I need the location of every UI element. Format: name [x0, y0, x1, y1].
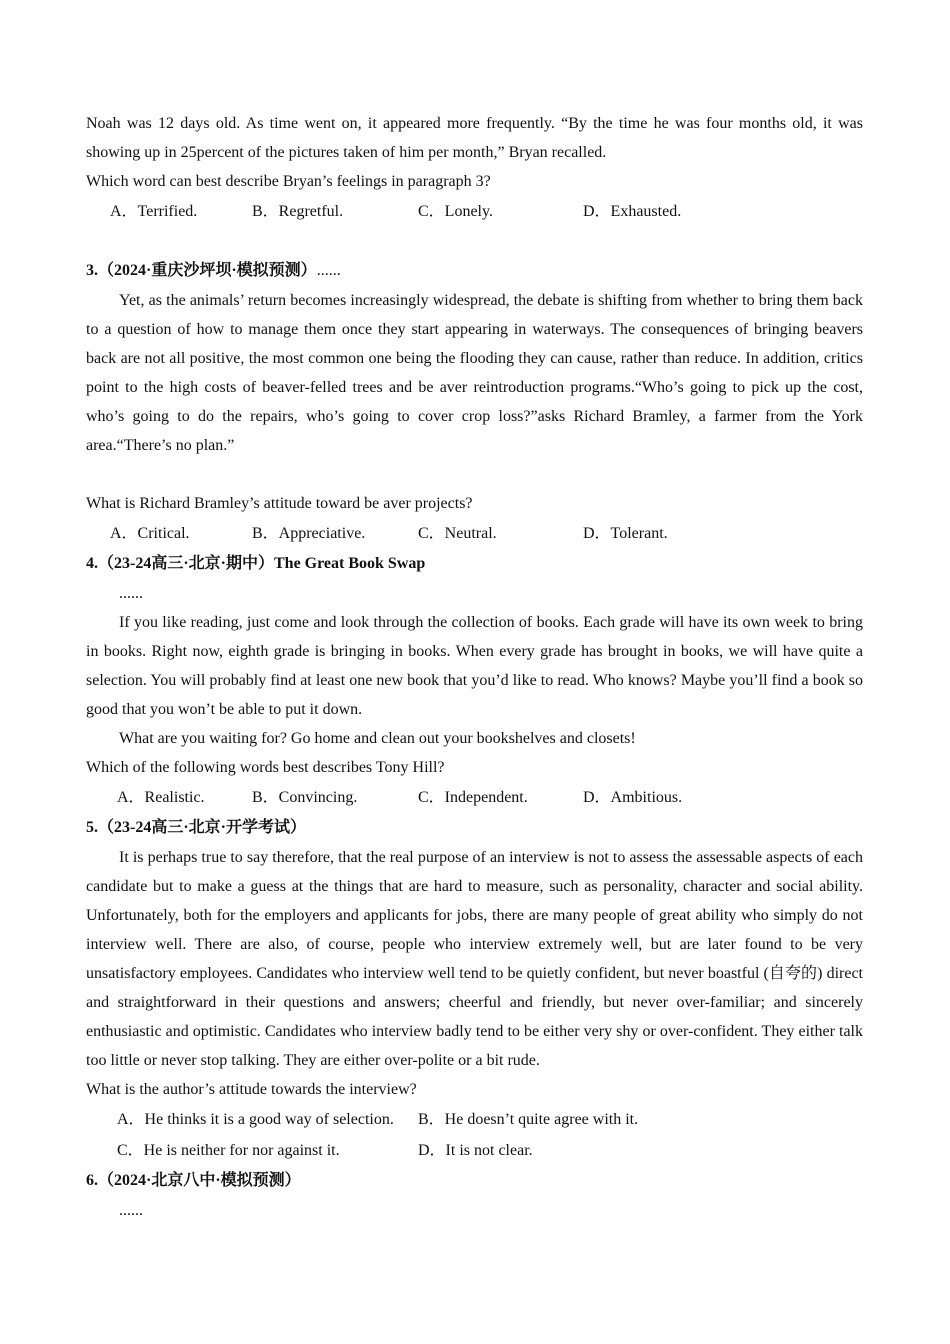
q5-option-b: B．He doesn’t quite agree with it.	[418, 1111, 639, 1128]
q4-passage-2: What are you waiting for? Go home and clean out your bookshelves and closets!	[119, 730, 636, 747]
q5-question: What is the author’s attitude towards the interview?	[86, 1081, 417, 1098]
q4-heading: 4.（23-24高三·北京·期中）The Great Book Swap	[86, 555, 426, 572]
q4-ellipsis: ......	[119, 585, 143, 602]
q4-question: Which of the following words best describes Tony Hill?	[86, 759, 445, 776]
q2-question: Which word can best describe Bryan’s feelings in paragraph 3?	[86, 173, 491, 190]
q2-option-c: C．Lonely.	[418, 203, 493, 220]
q2-passage: Noah was 12 days old. As time went on, it appeared more frequently. “By the time he was four months old, it was showing up in 25percent of the pictures taken of him per month,” Bryan recalled.	[86, 115, 863, 161]
q4-option-c: C．Independent.	[418, 789, 528, 806]
q4-option-b: B．Convincing.	[252, 789, 358, 806]
q2-options	[86, 196, 863, 227]
q5-passage: It is perhaps true to say therefore, that the real purpose of an interview is not to assess the assessable aspects of each candidate but to make a guess at the things that are hard to measure, such as personality, character and social ability. Unfortunately, both for the employers and applicants for jobs, there are many people of great ability who simply do not interview well. There are also, of course, people who interview extremely well, but are later found to be very unsatisfactory employees. Candidates who interview well tend to be quietly confident, but never boastful (自夸的) direct and straightforward in their questions and answers; cheerful and friendly, but never over-familiar; and sincerely enthusiastic and optimistic. Candidates who interview badly tend to be either very shy or over-confident. They either talk too little or never stop talking. They are either over-polite or a bit rude.	[86, 849, 863, 1069]
q2-option-b: B．Regretful.	[252, 203, 344, 220]
q3-option-d: D．Tolerant.	[583, 525, 668, 542]
q3-option-c: C．Neutral.	[418, 525, 497, 542]
q3-heading	[86, 256, 863, 286]
q4-passage-1: If you like reading, just come and look through the collection of books. Each grade will have its own week to bring in books. Right now, eighth grade is bringing in books. When every grade has brought in books, we will have quite a selection. You will probably find at least one new book that you’d like to read. Who knows? Maybe you’ll find a book so good that you won’t be able to put it down.	[86, 614, 863, 718]
q5-option-a: A．He thinks it is a good way of selection.	[117, 1111, 394, 1128]
q5-option-d: D．It is not clear.	[418, 1142, 533, 1159]
q5-heading: 5.（23-24高三·北京·开学考试）	[86, 819, 307, 836]
spacer	[86, 460, 863, 489]
q3-question: What is Richard Bramley’s attitude toward be aver projects?	[86, 495, 473, 512]
q6-ellipsis: ......	[119, 1202, 143, 1219]
q4-option-a: A．Realistic.	[117, 789, 205, 806]
q3-option-b: B．Appreciative.	[252, 525, 366, 542]
spacer	[86, 227, 863, 256]
q5-option-c: C．He is neither for nor against it.	[117, 1142, 340, 1159]
q4-options	[86, 782, 863, 813]
q3-option-a: A．Critical.	[110, 525, 190, 542]
q2-option-d: D．Exhausted.	[583, 203, 682, 220]
document-page	[86, 109, 863, 1225]
q3-options	[86, 518, 863, 549]
q4-option-d: D．Ambitious.	[583, 789, 683, 806]
q3-heading-text: 3.（2024·重庆沙坪坝·模拟预测）	[86, 262, 317, 279]
q3-ellipsis: ......	[316, 262, 341, 279]
q2-option-a: A．Terrified.	[110, 203, 198, 220]
q3-passage: Yet, as the animals’ return becomes increasingly widespread, the debate is shifting from whether to bring them back to a question of how to manage them once they start appearing in waterways. The consequences of bringing beavers back are not all positive, the most common one being the flooding they can cause, rather than reduce. In addition, critics point to the high costs of beaver-felled trees and be aver reintroduction programs.“Who’s going to pick up the cost, who’s going to do the repairs, who’s going to cover crop loss?”asks Richard Bramley, a farmer from the York area.“There’s no plan.”	[86, 292, 863, 454]
q5-options-row-1	[86, 1104, 863, 1135]
q5-options-row-2	[86, 1135, 863, 1166]
q6-heading: 6.（2024·北京八中·模拟预测）	[86, 1172, 301, 1189]
